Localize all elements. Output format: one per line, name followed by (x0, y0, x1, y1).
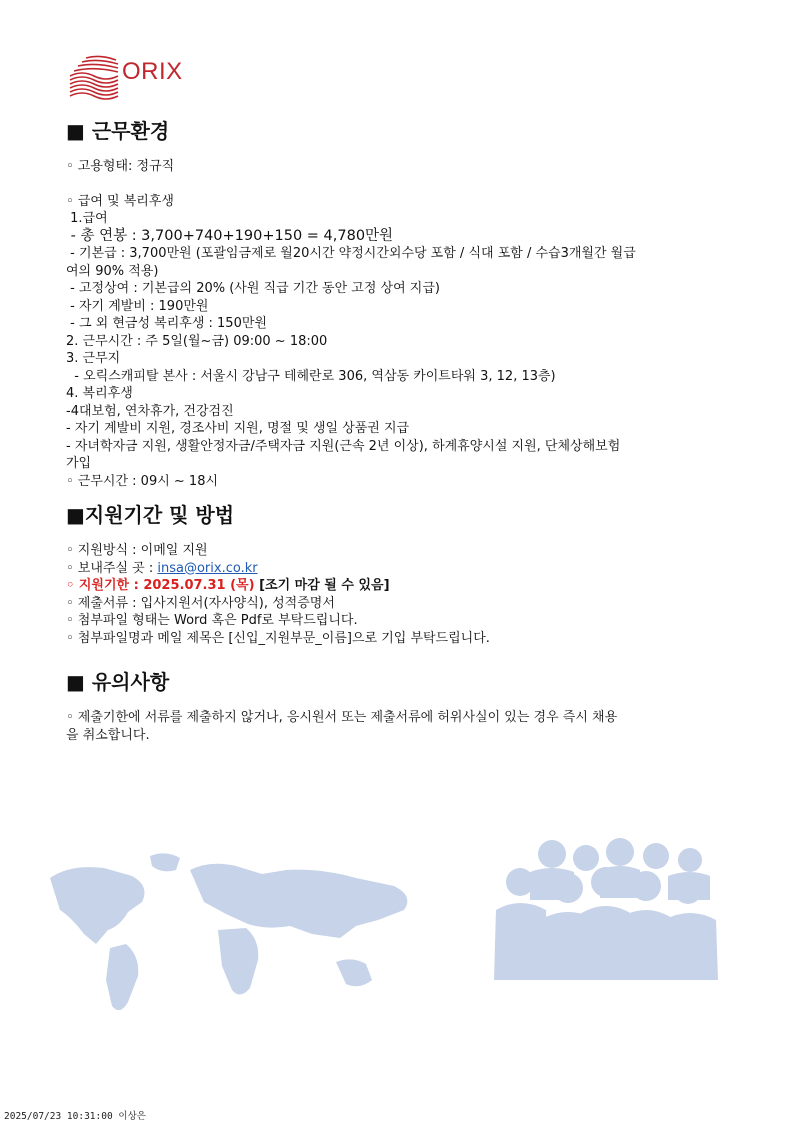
notes-text: ◦ 제출기한에 서류를 제출하지 않거나, 응시원서 또는 제출서류에 허위사실이 있는 경우 즉시 채용 (66, 710, 618, 725)
employment-type: ◦ 고용형태: 정규직 (66, 159, 175, 174)
salary-other: - 그 외 현금성 복리후생 : 150만원 (66, 316, 267, 331)
welfare-heading: 4. 복리후생 (66, 386, 133, 401)
apply-address-label: ◦ 보내주실 곳 : (66, 560, 158, 576)
email-link[interactable]: insa@orix.co.kr (157, 560, 258, 576)
apply-format: ◦ 첨부파일 형태는 Word 혹은 Pdf로 부탁드립니다. (66, 613, 358, 628)
deadline-date: 지원기한 : 2025.07.31 (목) (78, 578, 255, 593)
welfare-item-cont: 가입 (66, 456, 92, 471)
deadline-note: [조기 마감 될 수 있음] (254, 578, 390, 593)
welfare-item: -4대보험, 연차휴가, 건강검진 (66, 403, 234, 419)
decorative-illustration (0, 830, 793, 1030)
work-hours: 2. 근무시간 : 주 5일(월~금) 09:00 ~ 18:00 (66, 333, 328, 349)
print-footer: 2025/07/23 10:31:00 이상은 (4, 1111, 146, 1122)
apply-method: ◦ 지원방식 : 이메일 지원 (66, 543, 208, 558)
section-title-work: ■ 근무환경 (66, 119, 170, 143)
benefits-heading: ◦ 급여 및 복리후생 (66, 193, 174, 209)
section-title-notes: ■ 유의사항 (66, 670, 170, 694)
section-title-apply: ■지원기간 및 방법 (66, 503, 235, 527)
welfare-item: - 자녀학자금 지원, 생활안정자금/주택자금 지원(근속 2년 이상), 하계휴양시설 지원, 단체상해보험 (66, 438, 621, 454)
deadline-bullet: ◦ (66, 578, 79, 593)
people-group-icon (494, 838, 718, 980)
orix-logo-icon (66, 50, 120, 104)
world-map-icon (50, 853, 407, 1010)
apply-naming: ◦ 첨부파일명과 메일 제목은 [신입_지원부문_이름]으로 기입 부탁드립니다. (66, 630, 490, 646)
apply-address (66, 560, 736, 578)
location: - 오릭스캐피탈 본사 : 서울시 강남구 테헤란로 306, 역삼동 카이트타워 3, 12, 13층) (66, 368, 556, 384)
job-posting-body (66, 118, 736, 744)
brand-name: ORIX (122, 58, 183, 85)
location-heading: 3. 근무지 (66, 351, 121, 366)
apply-deadline (66, 577, 736, 595)
salary-heading: 1.급여 (66, 211, 108, 226)
orix-logo (66, 50, 196, 104)
salary-total: - 총 연봉 : 3,700+740+190+150 = 4,780만원 (66, 227, 394, 244)
salary-bonus: - 고정상여 : 기본급의 20% (사원 직급 기간 동안 고정 상여 지급) (66, 281, 440, 296)
salary-base-cont: 여의 90% 적용) (66, 263, 159, 279)
notes-text-cont: 을 취소합니다. (66, 727, 150, 743)
work-time: ◦ 근무시간 : 09시 ~ 18시 (66, 473, 219, 489)
salary-base: - 기본급 : 3,700만원 (포괄임금제로 월20시간 약정시간외수당 포함 / 식대 포함 / 수습3개월간 월급 (66, 246, 636, 261)
apply-documents: ◦ 제출서류 : 입사지원서(자사양식), 성적증명서 (66, 595, 335, 611)
salary-self-dev: - 자기 계발비 : 190만원 (66, 298, 209, 314)
welfare-item: - 자기 계발비 지원, 경조사비 지원, 명절 및 생일 상품권 지급 (66, 421, 410, 436)
